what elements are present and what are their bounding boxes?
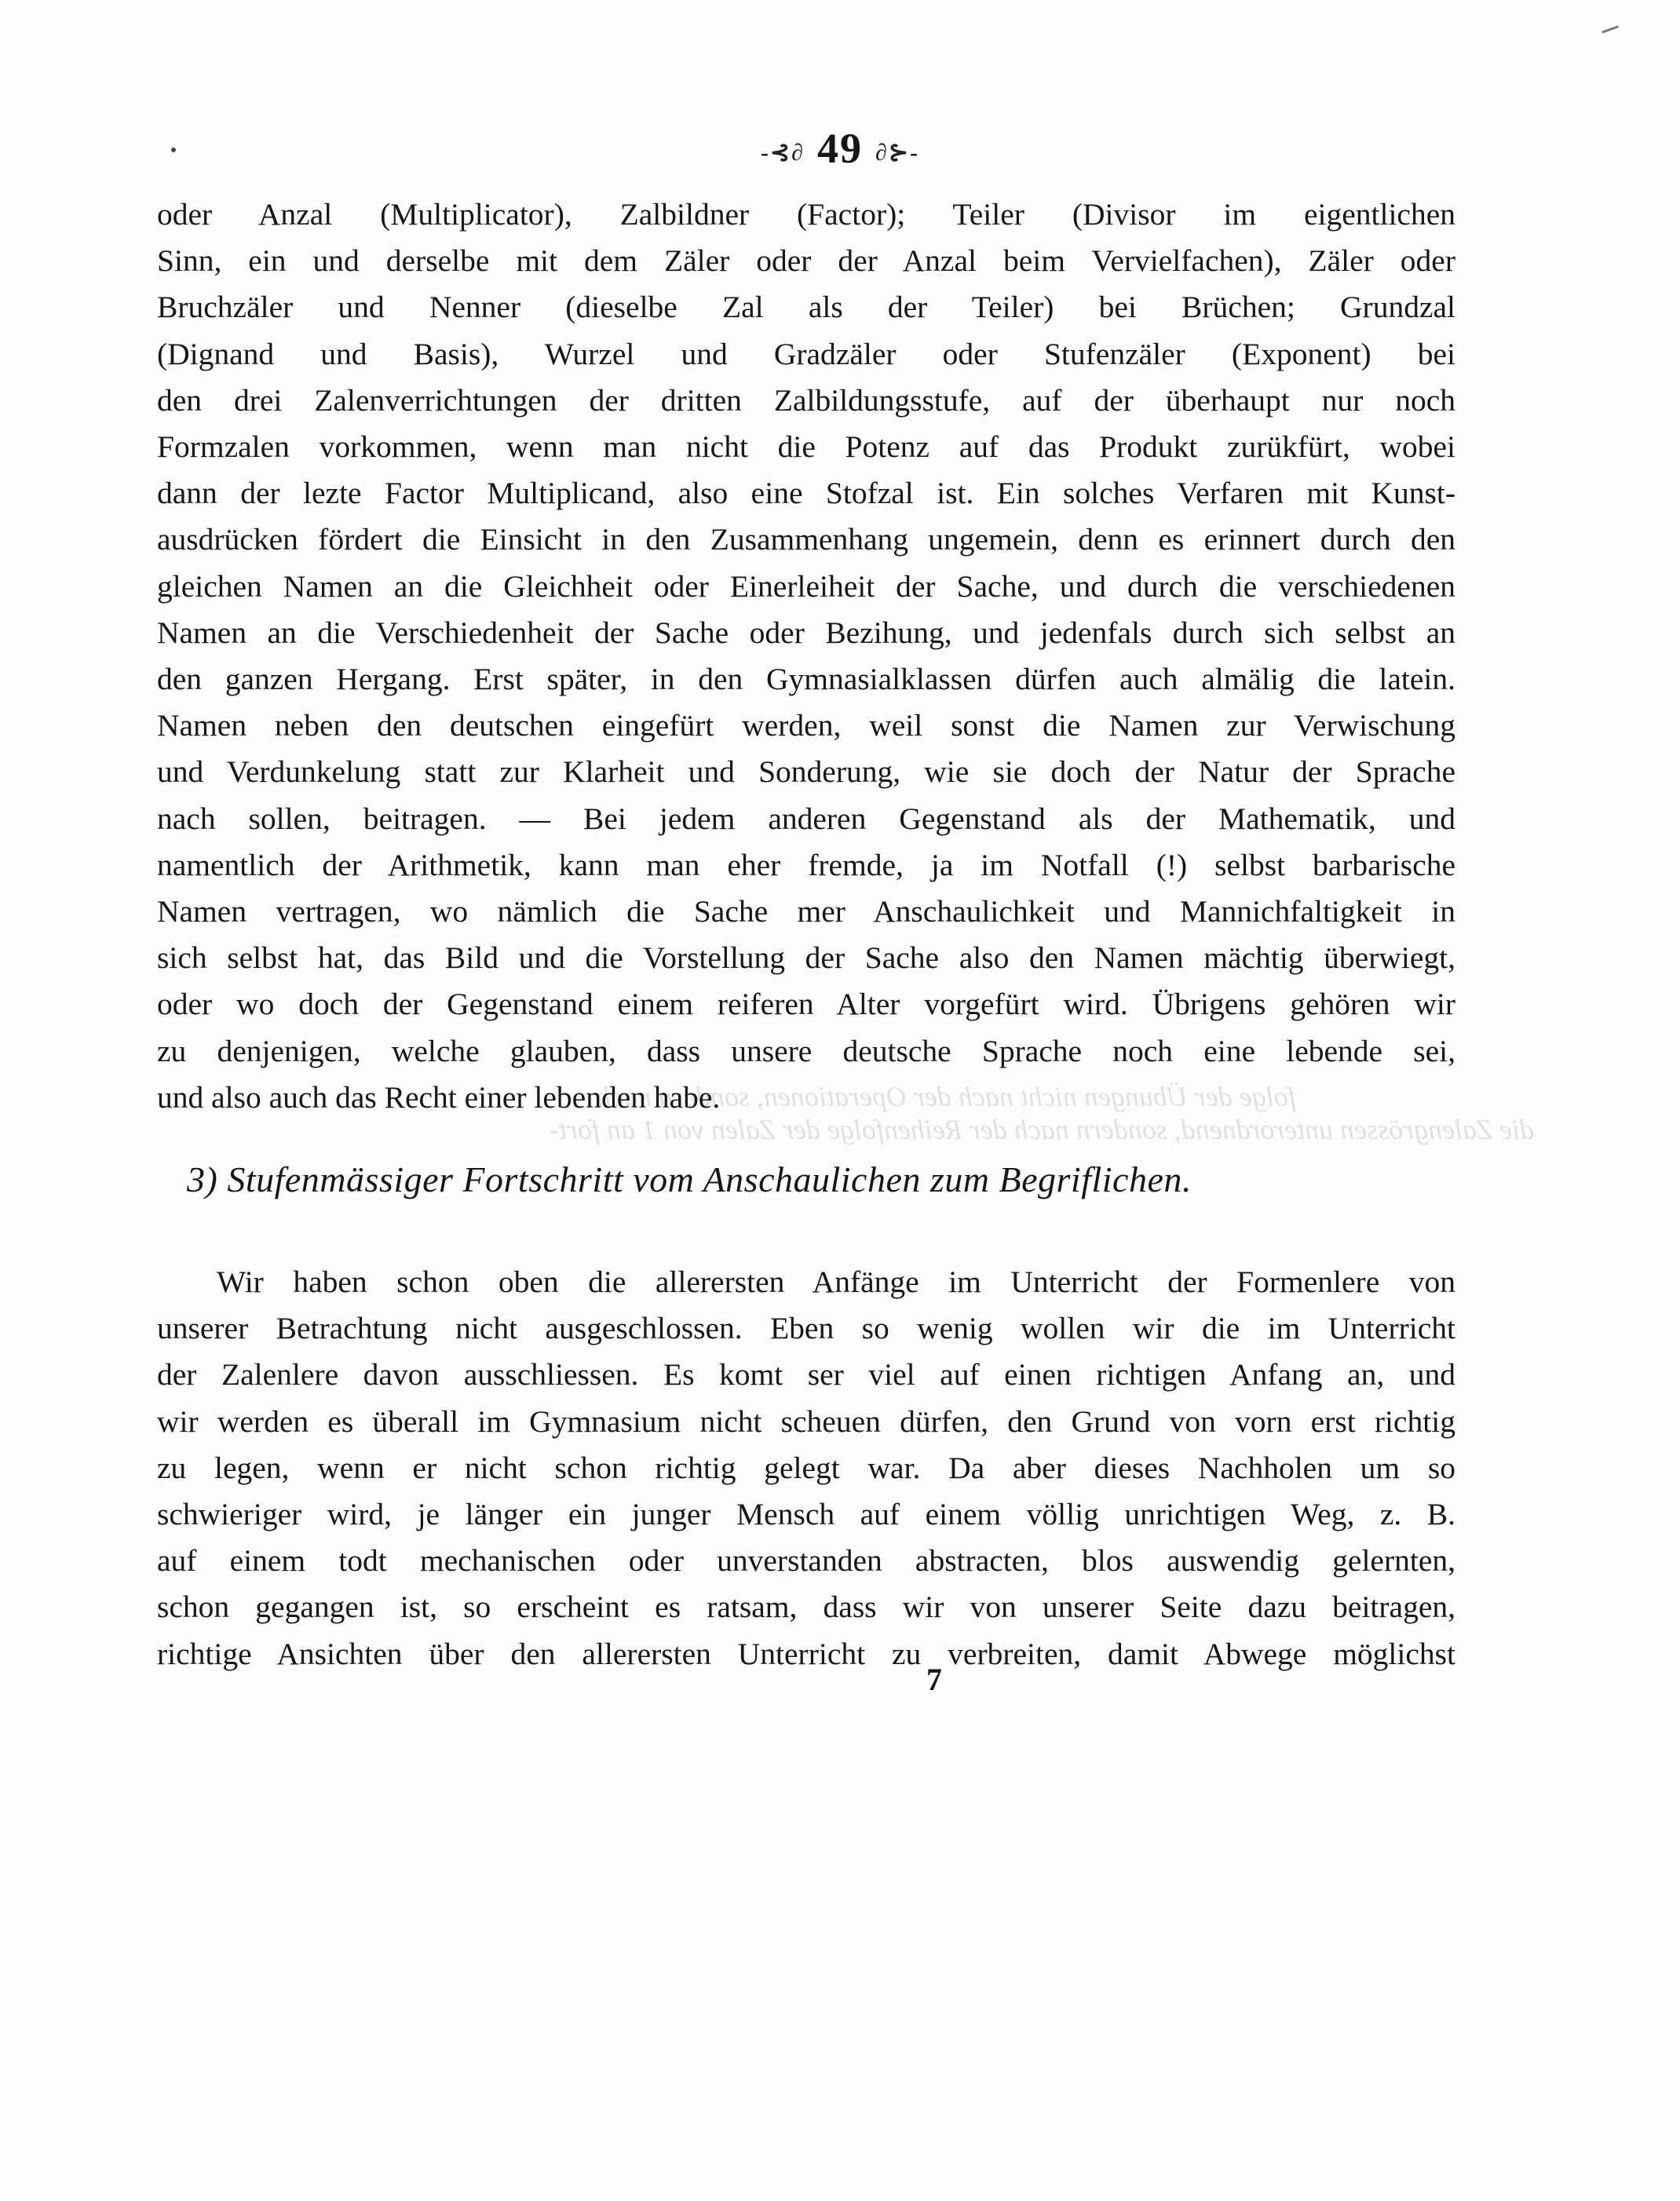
ornament-left-icon: -⊰∂ bbox=[761, 140, 805, 166]
text-line: und Verdunkelung statt zur Klarheit und Sonderung, wie sie doch der Natur der Sprache bbox=[157, 754, 1455, 790]
text-line: Wir haben schon oben die allerersten Anfänge im Unterricht der Formenlere von bbox=[217, 1265, 1455, 1299]
text-line: der Zalenlere davon ausschliessen. Es komt ser viel auf einen richtigen Anfang an, und bbox=[157, 1357, 1455, 1393]
ornament-right-icon: ∂⊱- bbox=[875, 140, 919, 166]
paragraph-1 bbox=[157, 192, 1455, 1121]
text-line: zu denjenigen, welche glauben, dass unsere deutsche Sprache noch eine lebende sei, bbox=[157, 1033, 1455, 1068]
text-line: namentlich der Arithmetik, kann man eher fremde, ja im Notfall (!) selbst barbarische bbox=[157, 847, 1455, 882]
text-line: richtige Ansichten über den allerersten Unterricht zu verbreiten, damit Abwege möglichst bbox=[157, 1636, 1455, 1671]
text-line: Bruchzäler und Nenner (dieselbe Zal als der Teiler) bei Brüchen; Grundzal bbox=[157, 290, 1455, 325]
text-line: oder Anzal (Multiplicator), Zalbildner (Factor); Teiler (Divisor im eigentlichen bbox=[157, 197, 1455, 232]
bleed-through-text: folge der Übungen nicht nach der Operationen, sondern nach bbox=[597, 1081, 1296, 1112]
text-line: (Dignand und Basis), Wurzel und Gradzäler oder Stufenzäler (Exponent) bei bbox=[157, 336, 1455, 371]
text-line: gleichen Namen an die Gleichheit oder Einerleiheit der Sache, und durch die verschiedenen bbox=[157, 568, 1455, 604]
text-line: nach sollen, beitragen. — Bei jedem anderen Gegenstand als der Mathematik, und bbox=[157, 801, 1455, 836]
page-number: 49 bbox=[817, 125, 863, 172]
text-line: auf einem todt mechanischen oder unverstanden abstracten, blos auswendig gelernten, bbox=[157, 1543, 1455, 1579]
text-line: ausdrücken fördert die Einsicht in den Zusammenhang ungemein, denn es erinnert durch den bbox=[157, 522, 1455, 557]
paragraph-2 bbox=[157, 1259, 1455, 1677]
text-line: Namen neben den deutschen eingefürt werden, weil sonst die Namen zur Verwischung bbox=[157, 708, 1455, 743]
text-line: Namen an die Verschiedenheit der Sache oder Bezihung, und jedenfals durch sich selbst an bbox=[157, 615, 1455, 650]
text-line: schwieriger wird, je länger ein junger Mensch auf einem völlig unrichtigen Weg, z. B. bbox=[157, 1497, 1455, 1532]
text-line: den ganzen Hergang. Erst später, in den Gymnasialklassen dürfen auch almälig die latein. bbox=[157, 662, 1455, 697]
text-line: dann der lezte Factor Multiplicand, also eine Stofzal ist. Ein solches Verfaren mit Kunst- bbox=[157, 476, 1455, 511]
text-line: unserer Betrachtung nicht ausgeschlossen. Eben so wenig wollen wir die im Unterricht bbox=[157, 1311, 1455, 1346]
text-line: den drei Zalenverrichtungen der dritten Zalbildungsstufe, auf der überhaupt nur noch bbox=[157, 382, 1455, 418]
signature-mark: 7 bbox=[926, 1662, 942, 1697]
text-line: wir werden es überall im Gymnasium nicht scheuen dürfen, den Grund von vorn erst richtig bbox=[157, 1403, 1455, 1439]
text-line: schon gegangen ist, so erscheint es ratsam, dass wir von unserer Seite dazu beitragen, bbox=[157, 1590, 1455, 1625]
text-line: Formzalen vorkommen, wenn man nicht die Potenz auf das Produkt zurükfürt, wobei bbox=[157, 429, 1455, 465]
section-heading: 3) Stufenmässiger Fortschritt vom Anschaulichen zum Begriflichen. bbox=[187, 1159, 1192, 1199]
page-header bbox=[0, 124, 1680, 173]
scan-mark bbox=[1601, 25, 1619, 33]
text-line: und also auch das Recht einer lebenden habe. bbox=[157, 1079, 721, 1115]
text-line: sich selbst hat, das Bild und die Vorstellung der Sache also den Namen mächtig überwiegt, bbox=[157, 940, 1455, 976]
text-line: Namen vertragen, wo nämlich die Sache mer Anschaulichkeit und Mannichfaltigkeit in bbox=[157, 894, 1455, 929]
text-line: oder wo doch der Gegenstand einem reiferen Alter vorgefürt wird. Übrigens gehören wir bbox=[157, 987, 1455, 1022]
bleed-through-text-2: die Zalengrössen unterordnend, sondern nach der Reihenfolge der Zalen von 1 an fort- bbox=[550, 1114, 1535, 1145]
text-line: zu legen, wenn er nicht schon richtig gelegt war. Da aber dieses Nachholen um so bbox=[157, 1450, 1455, 1485]
text-line: Sinn, ein und derselbe mit dem Zäler oder der Anzal beim Vervielfachen), Zäler oder bbox=[157, 243, 1455, 279]
